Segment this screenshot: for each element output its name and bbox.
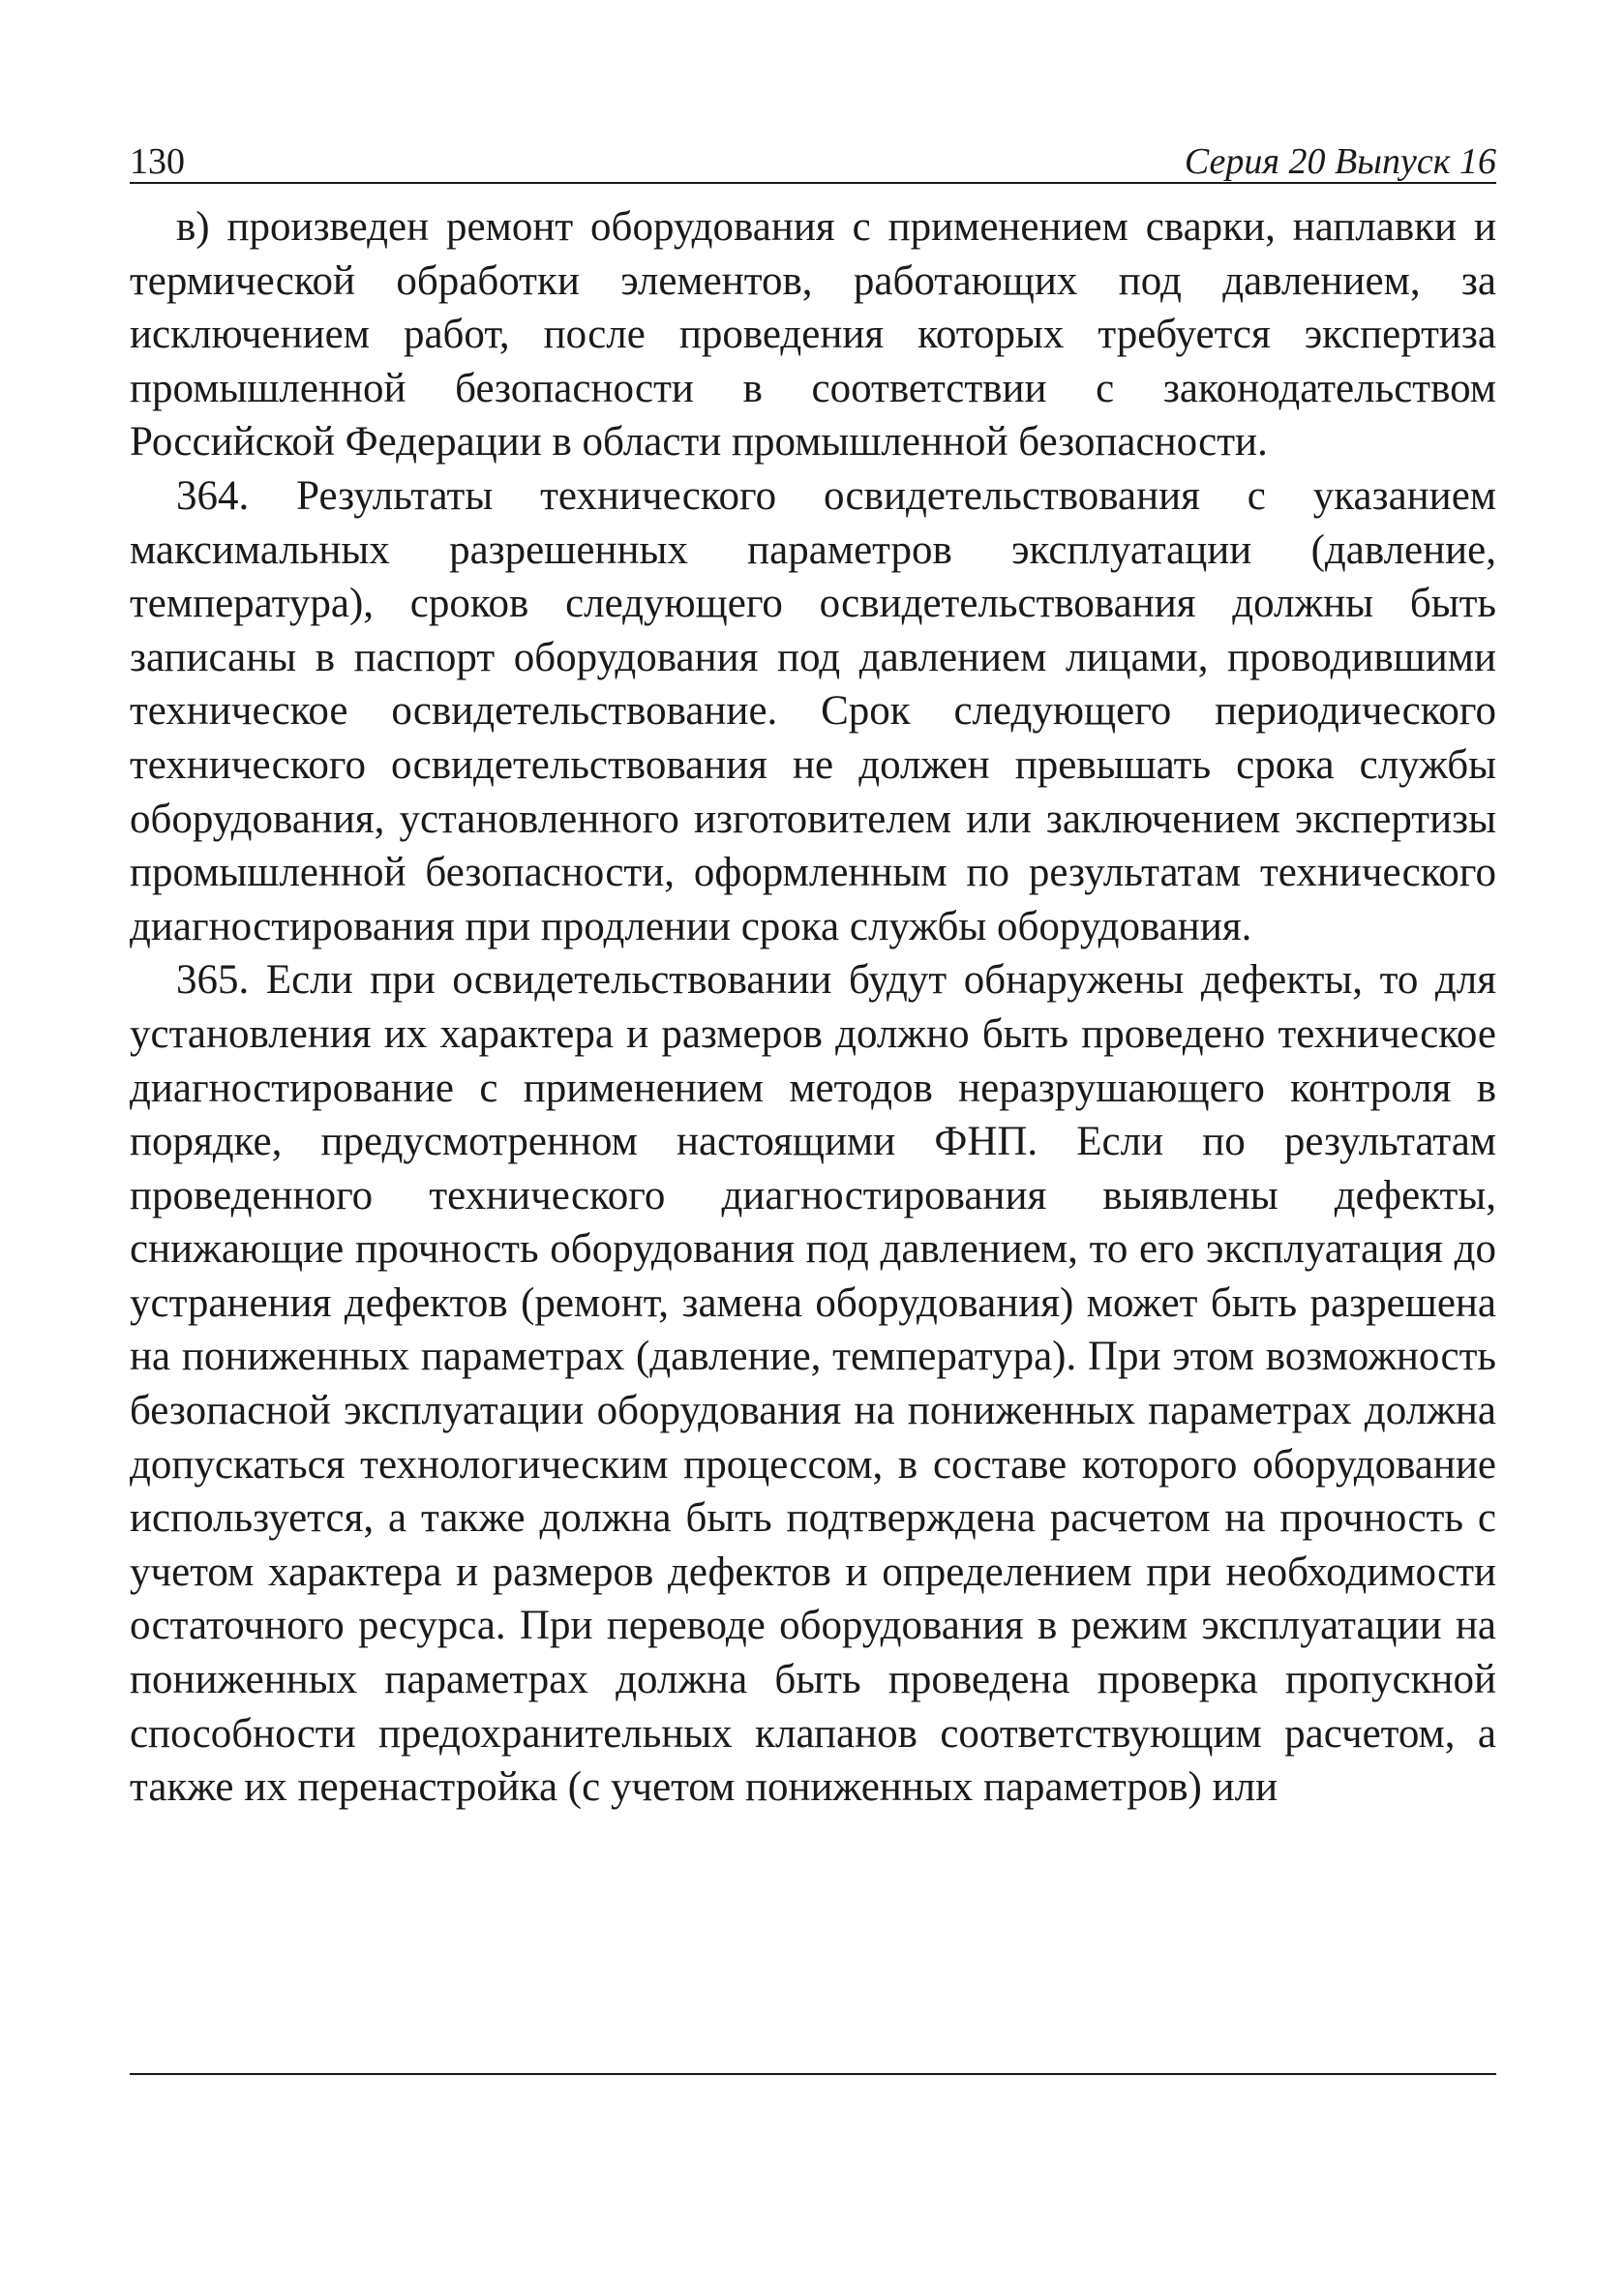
paragraph-364: 364. Результаты технического освидетельствования с указанием максимальных разрешенных параметров эксплуатации (давление, температура), сроков следующего освидетельствования должны быть записаны в паспорт оборудования под давлением лицами, проводившими техническое освидетельствование. Срок следующего периодического технического освидетельствования не должен превышать срока службы оборудования, установленного изготовителем или заключением экспертизы промышленной безопасности, оформленным по результатам технического диагностирования при продлении срока службы оборудования. bbox=[130, 472, 1496, 949]
paragraph-365: 365. Если при освидетельствовании будут обнаружены дефекты, то для установления их характера и размеров должно быть проведено техническое диагностирование с применением методов неразрушающего контроля в порядке, предусмотренном настоящими ФНП. Если по результатам проведенного технического диагностирования выявлены дефекты, снижающие прочность оборудования под давлением, то его эксплуатация до устранения дефектов (ремонт, замена оборудования) может быть разрешена на пониженных параметрах (давление, температура). При этом возможность безопасной эксплуатации оборудования на пониженных параметрах должна допускаться технологическим процессом, в составе которого оборудование используется, а также должна быть подтверждена расчетом на прочность с учетом характера и размеров дефектов и определением при необходимости остаточного ресурса. При переводе оборудования в режим эксплуатации на пониженных параметрах должна быть проведена проверка пропускной способности предохранительных клапанов соответствующим расчетом, а также их перенастройка (с учетом пониженных параметров) или bbox=[130, 957, 1496, 1811]
paragraph-item-v: в) произведен ремонт оборудования с применением сварки, наплавки и термической обработки элементов, работающих под давлением, за исключением работ, после проведения которых требуется экспертиза промышленной безопасности в соответствии с законодательством Российской Федерации в области промышленной безопасности. bbox=[130, 204, 1496, 466]
page-number: 130 bbox=[130, 141, 185, 182]
running-head bbox=[130, 124, 1496, 180]
footer-rule bbox=[130, 2073, 1496, 2075]
body-text bbox=[130, 200, 1496, 1815]
series-label: Серия 20 Выпуск 16 bbox=[1184, 141, 1496, 182]
header-rule bbox=[130, 182, 1496, 184]
